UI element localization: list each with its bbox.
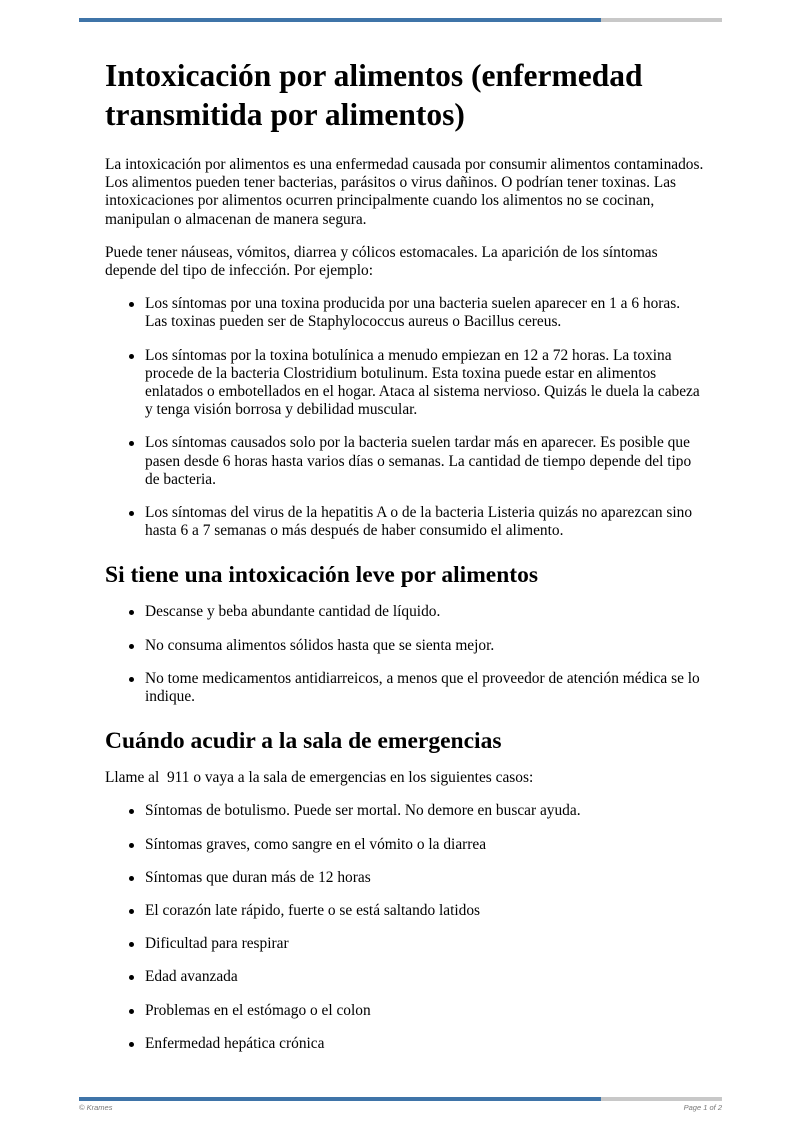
symptoms-paragraph: Puede tener náuseas, vómitos, diarrea y cólicos estomacales. La aparición de los síntomas depende del tipo de infección. Por ejemplo: xyxy=(105,243,658,280)
list-item: Síntomas graves, como sangre en el vómito o la diarrea xyxy=(105,836,705,854)
symptom-list xyxy=(105,295,705,540)
top-rule xyxy=(79,18,722,22)
er-list xyxy=(105,802,705,1053)
list-item: Problemas en el estómago o el colon xyxy=(105,1002,705,1020)
document-body xyxy=(105,56,705,1068)
list-item: Los síntomas por una toxina producida por una bacteria suelen aparecer en 1 a 6 horas. Las toxinas pueden ser de Staphylococcus aureus o Bacillus cereus. xyxy=(105,295,705,331)
list-item: El corazón late rápido, fuerte o se está saltando latidos xyxy=(105,902,705,920)
page-footer xyxy=(79,1103,722,1112)
page-title: Intoxicación por alimentos (enfermedad transmitida por alimentos) xyxy=(105,58,643,132)
list-item: Dificultad para respirar xyxy=(105,935,705,953)
top-rule-gray xyxy=(601,18,722,22)
list-item: No tome medicamentos antidiarreicos, a menos que el proveedor de atención médica se lo indique. xyxy=(105,670,705,706)
er-intro-paragraph: Llame al 911 o vaya a la sala de emergencias en los siguientes casos: xyxy=(105,769,534,787)
list-item: Enfermedad hepática crónica xyxy=(105,1035,705,1053)
list-item: Descanse y beba abundante cantidad de líquido. xyxy=(105,603,705,621)
mild-list xyxy=(105,603,705,706)
list-item: Edad avanzada xyxy=(105,968,705,986)
list-item: Síntomas de botulismo. Puede ser mortal. No demore en buscar ayuda. xyxy=(105,802,705,820)
list-item: Los síntomas por la toxina botulínica a menudo empiezan en 12 a 72 horas. La toxina procede de la bacteria Clostridium botulinum. Esta toxina puede estar en alimentos enlatados o embotellados en el hogar. Ataca al sistema nervioso. Quizás le duela la cabeza y tenga visión borrosa y debilidad muscular. xyxy=(105,347,705,420)
page-number: Page 1 of 2 xyxy=(683,1103,722,1112)
bottom-rule-gray xyxy=(601,1097,722,1101)
list-item: Síntomas que duran más de 12 horas xyxy=(105,869,705,887)
list-item: Los síntomas del virus de la hepatitis A o de la bacteria Listeria quizás no aparezcan sino hasta 6 a 7 semanas o más después de haber consumido el alimento. xyxy=(105,504,705,540)
bottom-rule-accent xyxy=(79,1097,601,1101)
bottom-rule xyxy=(79,1097,722,1101)
mild-section-heading: Si tiene una intoxicación leve por alimentos xyxy=(105,562,539,589)
er-section-heading: Cuándo acudir a la sala de emergencias xyxy=(105,728,502,755)
copyright-text: © Krames xyxy=(79,1103,113,1112)
intro-paragraph: La intoxicación por alimentos es una enfermedad causada por consumir alimentos contaminados. Los alimentos pueden tener bacterias, parásitos o virus dañinos. O podrían tener toxinas. Las intoxicaciones por alimentos ocurren principalmente cuando los alimentos no se cocinan, manipulan o almacenan de manera segura. xyxy=(105,156,704,228)
top-rule-accent xyxy=(79,18,601,22)
list-item: Los síntomas causados solo por la bacteria suelen tardar más en aparecer. Es posible que pasen desde 6 horas hasta varios días o semanas. La cantidad de tiempo depende del tipo de bacteria. xyxy=(105,434,705,489)
list-item: No consuma alimentos sólidos hasta que se sienta mejor. xyxy=(105,637,705,655)
